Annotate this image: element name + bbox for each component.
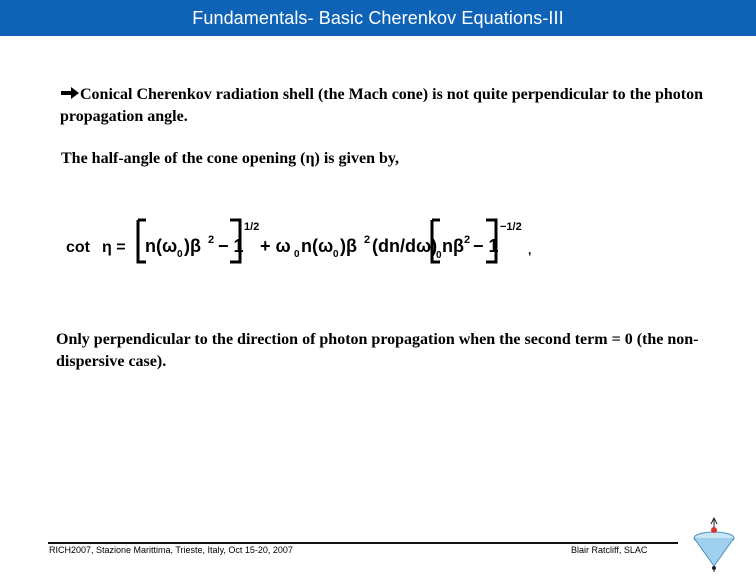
bullet-paragraph <box>60 84 720 128</box>
svg-text:,: , <box>528 243 532 257</box>
svg-text:2: 2 <box>208 234 215 246</box>
svg-text:η =: η = <box>102 239 126 256</box>
footer-conference: RICH2007, Stazione Marittima, Trieste, Italy, Oct 15-20, 2007 <box>49 545 293 555</box>
svg-text:n(ω: n(ω <box>145 236 178 256</box>
svg-text:)β: )β <box>340 236 357 256</box>
svg-text:2: 2 <box>364 234 371 246</box>
svg-text:n(ω: n(ω <box>301 236 334 256</box>
svg-text:(dn/dω): (dn/dω) <box>372 236 438 256</box>
svg-text:− 1: − 1 <box>218 236 244 256</box>
slide-title: Fundamentals- Basic Cherenkov Equations-III <box>192 7 564 28</box>
right-arrow-icon <box>60 86 80 100</box>
svg-text:2: 2 <box>464 234 471 246</box>
cherenkov-equation <box>62 210 542 274</box>
title-bar <box>0 0 756 36</box>
conclusion-paragraph: Only perpendicular to the direction of photon propagation when the second term = 0 (the non-dispersive case). <box>56 331 699 370</box>
footer-divider <box>48 542 678 544</box>
half-angle-paragraph: The half-angle of the cone opening (η) is given by, <box>61 150 399 167</box>
svg-text:0: 0 <box>333 249 339 260</box>
svg-text:0: 0 <box>294 249 300 260</box>
bullet-text: Conical Cherenkov radiation shell (the Mach cone) is not quite perpendicular to the photon propagation angle. <box>60 86 703 125</box>
svg-text:+ ω: + ω <box>260 236 291 256</box>
footer-author: Blair Ratcliff, SLAC <box>571 545 648 555</box>
svg-text:0: 0 <box>177 249 183 260</box>
svg-text:−1/2: −1/2 <box>500 221 522 233</box>
svg-text:cot: cot <box>66 239 90 256</box>
svg-text:0: 0 <box>436 250 442 261</box>
cone-logo-icon <box>686 516 742 574</box>
svg-text:1/2: 1/2 <box>244 221 260 233</box>
svg-text:nβ: nβ <box>442 236 464 256</box>
svg-text:)β: )β <box>184 236 201 256</box>
svg-text:− 1: − 1 <box>473 236 499 256</box>
